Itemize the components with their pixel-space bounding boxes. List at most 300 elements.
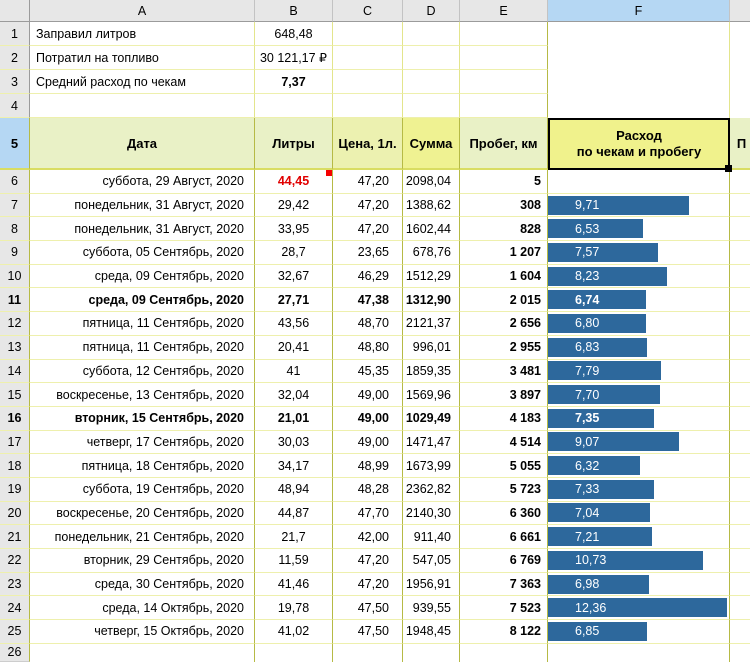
cell-f12-consumption[interactable]: [548, 312, 730, 336]
cell-f24-consumption[interactable]: [548, 596, 730, 620]
consumption-value: 7,35: [575, 411, 600, 426]
consumption-data-bar: [548, 219, 643, 238]
consumption-data-bar: [548, 267, 667, 286]
cell-a12-date[interactable]: пятница, 11 Сентябрь, 2020: [30, 312, 255, 336]
cell-b26[interactable]: [255, 644, 333, 662]
cell-f21-consumption[interactable]: [548, 525, 730, 549]
cell-b17-liters[interactable]: [255, 431, 333, 455]
sheet-row-17: [0, 431, 750, 455]
cell-a8-date[interactable]: понедельник, 31 Август, 2020: [30, 217, 255, 241]
row-header-24[interactable]: 24: [0, 596, 30, 620]
select-all-corner[interactable]: [0, 0, 30, 22]
cell-a15-date[interactable]: воскресенье, 13 Сентябрь, 2020: [30, 383, 255, 407]
cell-c21-price[interactable]: 42,00: [333, 525, 403, 549]
cell-c20-price[interactable]: 47,70: [333, 502, 403, 526]
cell-d11-sum[interactable]: 1312,90: [403, 288, 460, 312]
cell-g7[interactable]: [730, 194, 750, 218]
cell-e15-mileage[interactable]: 3 897: [460, 383, 548, 407]
cell-b23-liters[interactable]: [255, 573, 333, 597]
cell-c3[interactable]: [333, 70, 403, 94]
cell-a21-date[interactable]: понедельник, 21 Сентябрь, 2020: [30, 525, 255, 549]
liters-value: 41: [286, 363, 301, 378]
consumption-data-bar: [548, 575, 649, 594]
consumption-data-bar: [548, 196, 689, 215]
cell-a7-date[interactable]: понедельник, 31 Август, 2020: [30, 194, 255, 218]
cell-f2[interactable]: [548, 46, 730, 70]
sheet-row-23: [0, 573, 750, 597]
cell-e17-mileage[interactable]: 4 514: [460, 431, 548, 455]
cell-e19-mileage[interactable]: 5 723: [460, 478, 548, 502]
cell-f9-consumption[interactable]: [548, 241, 730, 265]
liters-value: 28,7: [281, 245, 306, 260]
consumption-data-bar: [548, 338, 647, 357]
sheet-row-7: [0, 194, 750, 218]
cell-g21[interactable]: [730, 525, 750, 549]
column-header-row: [0, 0, 750, 22]
cell-a1[interactable]: Заправил литров: [30, 22, 255, 46]
cell-a16-date[interactable]: вторник, 15 Сентябрь, 2020: [30, 407, 255, 431]
row-header-19[interactable]: 19: [0, 478, 30, 502]
column-header-F[interactable]: F: [548, 0, 730, 22]
cell-e25-mileage[interactable]: 8 122: [460, 620, 548, 644]
cell-c10-price[interactable]: 46,29: [333, 265, 403, 289]
cell-b14-liters[interactable]: [255, 360, 333, 384]
liters-value: 32,04: [277, 387, 310, 402]
cell-d20-sum[interactable]: 2140,30: [403, 502, 460, 526]
row-header-18[interactable]: 18: [0, 454, 30, 478]
cell-g11[interactable]: [730, 288, 750, 312]
cell-e3[interactable]: [460, 70, 548, 94]
row-header-3[interactable]: 3: [0, 70, 30, 94]
row-header-25[interactable]: 25: [0, 620, 30, 644]
cell-a22-date[interactable]: вторник, 29 Сентябрь, 2020: [30, 549, 255, 573]
cell-g18[interactable]: [730, 454, 750, 478]
cell-a9-date[interactable]: суббота, 05 Сентябрь, 2020: [30, 241, 255, 265]
column-header-B[interactable]: B: [255, 0, 333, 22]
cell-e1[interactable]: [460, 22, 548, 46]
liters-value: 41,02: [277, 624, 310, 639]
liters-value: 44,87: [277, 505, 310, 520]
liters-value: 21,7: [281, 529, 306, 544]
cell-a13-date[interactable]: пятница, 11 Сентябрь, 2020: [30, 336, 255, 360]
consumption-data-bar: [548, 527, 652, 546]
consumption-value: 10,73: [575, 553, 607, 568]
liters-value: 33,95: [277, 221, 310, 236]
liters-value: 30,03: [277, 434, 310, 449]
cell-g2[interactable]: [730, 46, 750, 70]
cell-g6[interactable]: [730, 170, 750, 194]
cell-c8-price[interactable]: 47,20: [333, 217, 403, 241]
cell-c4[interactable]: [333, 94, 403, 118]
row-header-21[interactable]: 21: [0, 525, 30, 549]
liters-value: 27,71: [277, 292, 310, 307]
cell-e12-mileage[interactable]: 2 656: [460, 312, 548, 336]
column-header-A[interactable]: A: [30, 0, 255, 22]
cell-b3[interactable]: 7,37: [255, 70, 333, 94]
cell-a20-date[interactable]: воскресенье, 20 Сентябрь, 2020: [30, 502, 255, 526]
column-header-partial[interactable]: [730, 0, 750, 22]
consumption-data-bar: [548, 361, 661, 380]
cell-c2[interactable]: [333, 46, 403, 70]
column-header-D[interactable]: D: [403, 0, 460, 22]
cell-f15-consumption[interactable]: [548, 383, 730, 407]
cell-e6-mileage[interactable]: 5: [460, 170, 548, 194]
cell-f26[interactable]: [548, 644, 730, 662]
cell-a23-date[interactable]: среда, 30 Сентябрь, 2020: [30, 573, 255, 597]
cell-a11-date[interactable]: среда, 09 Сентябрь, 2020: [30, 288, 255, 312]
cell-e23-mileage[interactable]: 7 363: [460, 573, 548, 597]
sheet-row-20: [0, 502, 750, 526]
cell-f25-consumption[interactable]: [548, 620, 730, 644]
cell-g12[interactable]: [730, 312, 750, 336]
row-header-6[interactable]: 6: [0, 170, 30, 194]
cell-c13-price[interactable]: 48,80: [333, 336, 403, 360]
cell-f20-consumption[interactable]: [548, 502, 730, 526]
row-header-14[interactable]: 14: [0, 360, 30, 384]
consumption-value: 7,57: [575, 245, 600, 260]
cell-g24[interactable]: [730, 596, 750, 620]
cell-d3[interactable]: [403, 70, 460, 94]
cell-e26[interactable]: [460, 644, 548, 662]
row-header-20[interactable]: 20: [0, 502, 30, 526]
consumption-value: 6,80: [575, 316, 600, 331]
consumption-data-bar: [548, 409, 654, 428]
consumption-value: 6,83: [575, 340, 600, 355]
cell-b11-liters[interactable]: [255, 288, 333, 312]
cell-b13-liters[interactable]: [255, 336, 333, 360]
cell-a10-date[interactable]: среда, 09 Сентябрь, 2020: [30, 265, 255, 289]
consumption-data-bar: [548, 314, 646, 333]
liters-value: 19,78: [277, 600, 310, 615]
cell-d4[interactable]: [403, 94, 460, 118]
cell-c25-price[interactable]: 47,50: [333, 620, 403, 644]
row-header-4[interactable]: 4: [0, 94, 30, 118]
selected-cell-f5[interactable]: [548, 118, 730, 170]
row-header-2[interactable]: 2: [0, 46, 30, 70]
sheet-row-4: [0, 94, 750, 118]
cell-g16[interactable]: [730, 407, 750, 431]
cell-b12-liters[interactable]: [255, 312, 333, 336]
cell-d7-sum[interactable]: 1388,62: [403, 194, 460, 218]
cell-e20-mileage[interactable]: 6 360: [460, 502, 548, 526]
consumption-value: 9,71: [575, 198, 600, 213]
sheet-row-1: [0, 22, 750, 46]
sheet-row-19: [0, 478, 750, 502]
liters-value: 11,59: [278, 553, 309, 568]
cell-e8-mileage[interactable]: 828: [460, 217, 548, 241]
consumption-data-bar: [548, 456, 640, 475]
sheet-row-8: [0, 217, 750, 241]
cell-g15[interactable]: [730, 383, 750, 407]
cell-b24-liters[interactable]: [255, 596, 333, 620]
cell-b25-liters[interactable]: [255, 620, 333, 644]
sheet-row-12: [0, 312, 750, 336]
consumption-value: 6,85: [575, 624, 600, 639]
consumption-value: 12,36: [575, 600, 607, 615]
cell-e18-mileage[interactable]: 5 055: [460, 454, 548, 478]
sheet-row-18: [0, 454, 750, 478]
cell-c15-price[interactable]: 49,00: [333, 383, 403, 407]
cell-d14-sum[interactable]: 1859,35: [403, 360, 460, 384]
cell-d24-sum[interactable]: 939,55: [403, 596, 460, 620]
cell-a26[interactable]: [30, 644, 255, 662]
cell-d25-sum[interactable]: 1948,45: [403, 620, 460, 644]
cell-d6-sum[interactable]: 2098,04: [403, 170, 460, 194]
cell-g4[interactable]: [730, 94, 750, 118]
cell-c9-price[interactable]: 23,65: [333, 241, 403, 265]
cell-e4[interactable]: [460, 94, 548, 118]
cell-e10-mileage[interactable]: 1 604: [460, 265, 548, 289]
cell-c19-price[interactable]: 48,28: [333, 478, 403, 502]
sheet-row-13: [0, 336, 750, 360]
cell-d23-sum[interactable]: 1956,91: [403, 573, 460, 597]
sheet-row-3: [0, 70, 750, 94]
column-header-E[interactable]: E: [460, 0, 548, 22]
cell-d22-sum[interactable]: 547,05: [403, 549, 460, 573]
cell-g1[interactable]: [730, 22, 750, 46]
consumption-header-line2: по чекам и пробегу: [576, 144, 702, 159]
sheet-row-16: [0, 407, 750, 431]
header-cell-liters[interactable]: Литры: [255, 118, 333, 170]
cell-a4[interactable]: [30, 94, 255, 118]
cell-g3[interactable]: [730, 70, 750, 94]
cell-f14-consumption[interactable]: [548, 360, 730, 384]
cell-d2[interactable]: [403, 46, 460, 70]
table-header-row: [0, 118, 750, 170]
cell-d1[interactable]: [403, 22, 460, 46]
cell-a24-date[interactable]: среда, 14 Октябрь, 2020: [30, 596, 255, 620]
cell-d9-sum[interactable]: 678,76: [403, 241, 460, 265]
cell-c16-price[interactable]: 49,00: [333, 407, 403, 431]
sheet-row-15: [0, 383, 750, 407]
row-header-15[interactable]: 15: [0, 383, 30, 407]
cell-b22-liters[interactable]: [255, 549, 333, 573]
cell-b9-liters[interactable]: [255, 241, 333, 265]
cell-e13-mileage[interactable]: 2 955: [460, 336, 548, 360]
consumption-value: 7,70: [575, 387, 600, 402]
cell-d13-sum[interactable]: 996,01: [403, 336, 460, 360]
cell-f6-consumption[interactable]: [548, 170, 730, 194]
cell-d26[interactable]: [403, 644, 460, 662]
consumption-data-bar: [548, 243, 658, 262]
cell-e21-mileage[interactable]: 6 661: [460, 525, 548, 549]
liters-value: 44,45: [277, 174, 310, 189]
cell-g17[interactable]: [730, 431, 750, 455]
sheet-row-22: [0, 549, 750, 573]
cell-f23-consumption[interactable]: [548, 573, 730, 597]
cell-b15-liters[interactable]: [255, 383, 333, 407]
header-cell-date[interactable]: Дата: [30, 118, 255, 170]
cell-a19-date[interactable]: суббота, 19 Сентябрь, 2020: [30, 478, 255, 502]
cell-a17-date[interactable]: четверг, 17 Сентябрь, 2020: [30, 431, 255, 455]
cell-c1[interactable]: [333, 22, 403, 46]
consumption-value: 6,98: [575, 577, 600, 592]
liters-value: 34,17: [277, 458, 310, 473]
cell-g23[interactable]: [730, 573, 750, 597]
cell-a25-date[interactable]: четверг, 15 Октябрь, 2020: [30, 620, 255, 644]
sheet-row-9: [0, 241, 750, 265]
selection-fill-handle[interactable]: [725, 165, 732, 172]
cell-g10[interactable]: [730, 265, 750, 289]
cell-b20-liters[interactable]: [255, 502, 333, 526]
sheet-row-2: [0, 46, 750, 70]
cell-f8-consumption[interactable]: [548, 217, 730, 241]
consumption-value: 6,32: [575, 458, 600, 473]
cell-b16-liters[interactable]: [255, 407, 333, 431]
cell-d21-sum[interactable]: 911,40: [403, 525, 460, 549]
cell-d8-sum[interactable]: 1602,44: [403, 217, 460, 241]
row-header-10[interactable]: 10: [0, 265, 30, 289]
header-cell-price[interactable]: Цена, 1л.: [333, 118, 403, 170]
row-header-8[interactable]: 8: [0, 217, 30, 241]
cell-c24-price[interactable]: 47,50: [333, 596, 403, 620]
row-header-9[interactable]: 9: [0, 241, 30, 265]
consumption-data-bar: [548, 290, 646, 309]
cell-f22-consumption[interactable]: [548, 549, 730, 573]
cell-f19-consumption[interactable]: [548, 478, 730, 502]
cell-c6-price[interactable]: 47,20: [333, 170, 403, 194]
cell-f4[interactable]: [548, 94, 730, 118]
liters-value: 29,42: [277, 198, 310, 213]
cell-f3[interactable]: [548, 70, 730, 94]
cell-c12-price[interactable]: 48,70: [333, 312, 403, 336]
cell-g14[interactable]: [730, 360, 750, 384]
sheet-row-25: [0, 620, 750, 644]
row-header-13[interactable]: 13: [0, 336, 30, 360]
cell-b10-liters[interactable]: [255, 265, 333, 289]
cell-d17-sum[interactable]: 1471,47: [403, 431, 460, 455]
header-cell-next-partial[interactable]: П: [730, 118, 750, 170]
cell-g13[interactable]: [730, 336, 750, 360]
row-header-7[interactable]: 7: [0, 194, 30, 218]
row-header-26[interactable]: 26: [0, 644, 30, 662]
cell-g8[interactable]: [730, 217, 750, 241]
consumption-header-line1: Расход: [616, 128, 662, 143]
liters-value: 20,41: [277, 340, 310, 355]
row-header-23[interactable]: 23: [0, 573, 30, 597]
cell-c11-price[interactable]: 47,38: [333, 288, 403, 312]
header-cell-mileage[interactable]: Пробег, км: [460, 118, 548, 170]
cell-b8-liters[interactable]: [255, 217, 333, 241]
consumption-value: 7,04: [575, 505, 600, 520]
cell-g22[interactable]: [730, 549, 750, 573]
cell-a14-date[interactable]: суббота, 12 Сентябрь, 2020: [30, 360, 255, 384]
cell-b2[interactable]: 30 121,17 ₽: [255, 46, 333, 70]
cell-c18-price[interactable]: 48,99: [333, 454, 403, 478]
row-header-22[interactable]: 22: [0, 549, 30, 573]
cell-b4[interactable]: [255, 94, 333, 118]
cell-e7-mileage[interactable]: 308: [460, 194, 548, 218]
liters-value: 21,01: [277, 411, 310, 426]
cell-a3[interactable]: Средний расход по чекам: [30, 70, 255, 94]
sheet-row-26: [0, 644, 750, 662]
sheet-row-14: [0, 360, 750, 384]
cell-c17-price[interactable]: 49,00: [333, 431, 403, 455]
consumption-data-bar: [548, 432, 679, 451]
row-header-17[interactable]: 17: [0, 431, 30, 455]
cell-c14-price[interactable]: 45,35: [333, 360, 403, 384]
cell-c22-price[interactable]: 47,20: [333, 549, 403, 573]
cell-c23-price[interactable]: 47,20: [333, 573, 403, 597]
sheet-row-24: [0, 596, 750, 620]
cell-d19-sum[interactable]: 2362,82: [403, 478, 460, 502]
liters-value: 32,67: [277, 269, 310, 284]
cell-e2[interactable]: [460, 46, 548, 70]
row-header-11[interactable]: 11: [0, 288, 30, 312]
row-header-16[interactable]: 16: [0, 407, 30, 431]
row-header-12[interactable]: 12: [0, 312, 30, 336]
consumption-data-bar: [548, 385, 660, 404]
consumption-data-bar: [548, 503, 650, 522]
sheet-row-11: [0, 288, 750, 312]
cell-d12-sum[interactable]: 2121,37: [403, 312, 460, 336]
column-header-C[interactable]: C: [333, 0, 403, 22]
consumption-value: 7,79: [575, 363, 600, 378]
comment-indicator: [326, 170, 332, 176]
cell-e22-mileage[interactable]: 6 769: [460, 549, 548, 573]
cell-d18-sum[interactable]: 1673,99: [403, 454, 460, 478]
cell-a2[interactable]: Потратил на топливо: [30, 46, 255, 70]
cell-b21-liters[interactable]: [255, 525, 333, 549]
cell-a6-date[interactable]: суббота, 29 Август, 2020: [30, 170, 255, 194]
cell-g20[interactable]: [730, 502, 750, 526]
liters-value: 41,46: [277, 577, 310, 592]
cell-g26[interactable]: [730, 644, 750, 662]
cell-f7-consumption[interactable]: [548, 194, 730, 218]
cell-g25[interactable]: [730, 620, 750, 644]
sheet-rows: [0, 22, 750, 662]
cell-d10-sum[interactable]: 1512,29: [403, 265, 460, 289]
cell-g9[interactable]: [730, 241, 750, 265]
cell-e16-mileage[interactable]: 4 183: [460, 407, 548, 431]
cell-c26[interactable]: [333, 644, 403, 662]
cell-a18-date[interactable]: пятница, 18 Сентябрь, 2020: [30, 454, 255, 478]
cell-d15-sum[interactable]: 1569,96: [403, 383, 460, 407]
sheet-row-6: [0, 170, 750, 194]
cell-e11-mileage[interactable]: 2 015: [460, 288, 548, 312]
cell-d16-sum[interactable]: 1029,49: [403, 407, 460, 431]
cell-e9-mileage[interactable]: 1 207: [460, 241, 548, 265]
consumption-value: 7,21: [575, 529, 600, 544]
cell-e14-mileage[interactable]: 3 481: [460, 360, 548, 384]
cell-f18-consumption[interactable]: [548, 454, 730, 478]
cell-b1[interactable]: 648,48: [255, 22, 333, 46]
consumption-value: 8,23: [575, 269, 600, 284]
cell-e24-mileage[interactable]: 7 523: [460, 596, 548, 620]
cell-b18-liters[interactable]: [255, 454, 333, 478]
cell-f10-consumption[interactable]: [548, 265, 730, 289]
cell-g19[interactable]: [730, 478, 750, 502]
cell-b19-liters[interactable]: [255, 478, 333, 502]
row-header-5[interactable]: 5: [0, 118, 30, 170]
consumption-value: 7,33: [575, 482, 600, 497]
cell-b7-liters[interactable]: [255, 194, 333, 218]
cell-f16-consumption[interactable]: [548, 407, 730, 431]
cell-b6-liters[interactable]: [255, 170, 333, 194]
header-cell-sum[interactable]: Сумма: [403, 118, 460, 170]
liters-value: 43,56: [277, 316, 310, 331]
cell-f17-consumption[interactable]: [548, 431, 730, 455]
cell-f11-consumption[interactable]: [548, 288, 730, 312]
consumption-value: 6,74: [575, 292, 600, 307]
cell-c7-price[interactable]: 47,20: [333, 194, 403, 218]
row-header-1[interactable]: 1: [0, 22, 30, 46]
consumption-data-bar: [548, 622, 647, 641]
cell-f1[interactable]: [548, 22, 730, 46]
cell-f13-consumption[interactable]: [548, 336, 730, 360]
consumption-data-bar: [548, 551, 703, 570]
consumption-value: 6,53: [575, 221, 600, 236]
